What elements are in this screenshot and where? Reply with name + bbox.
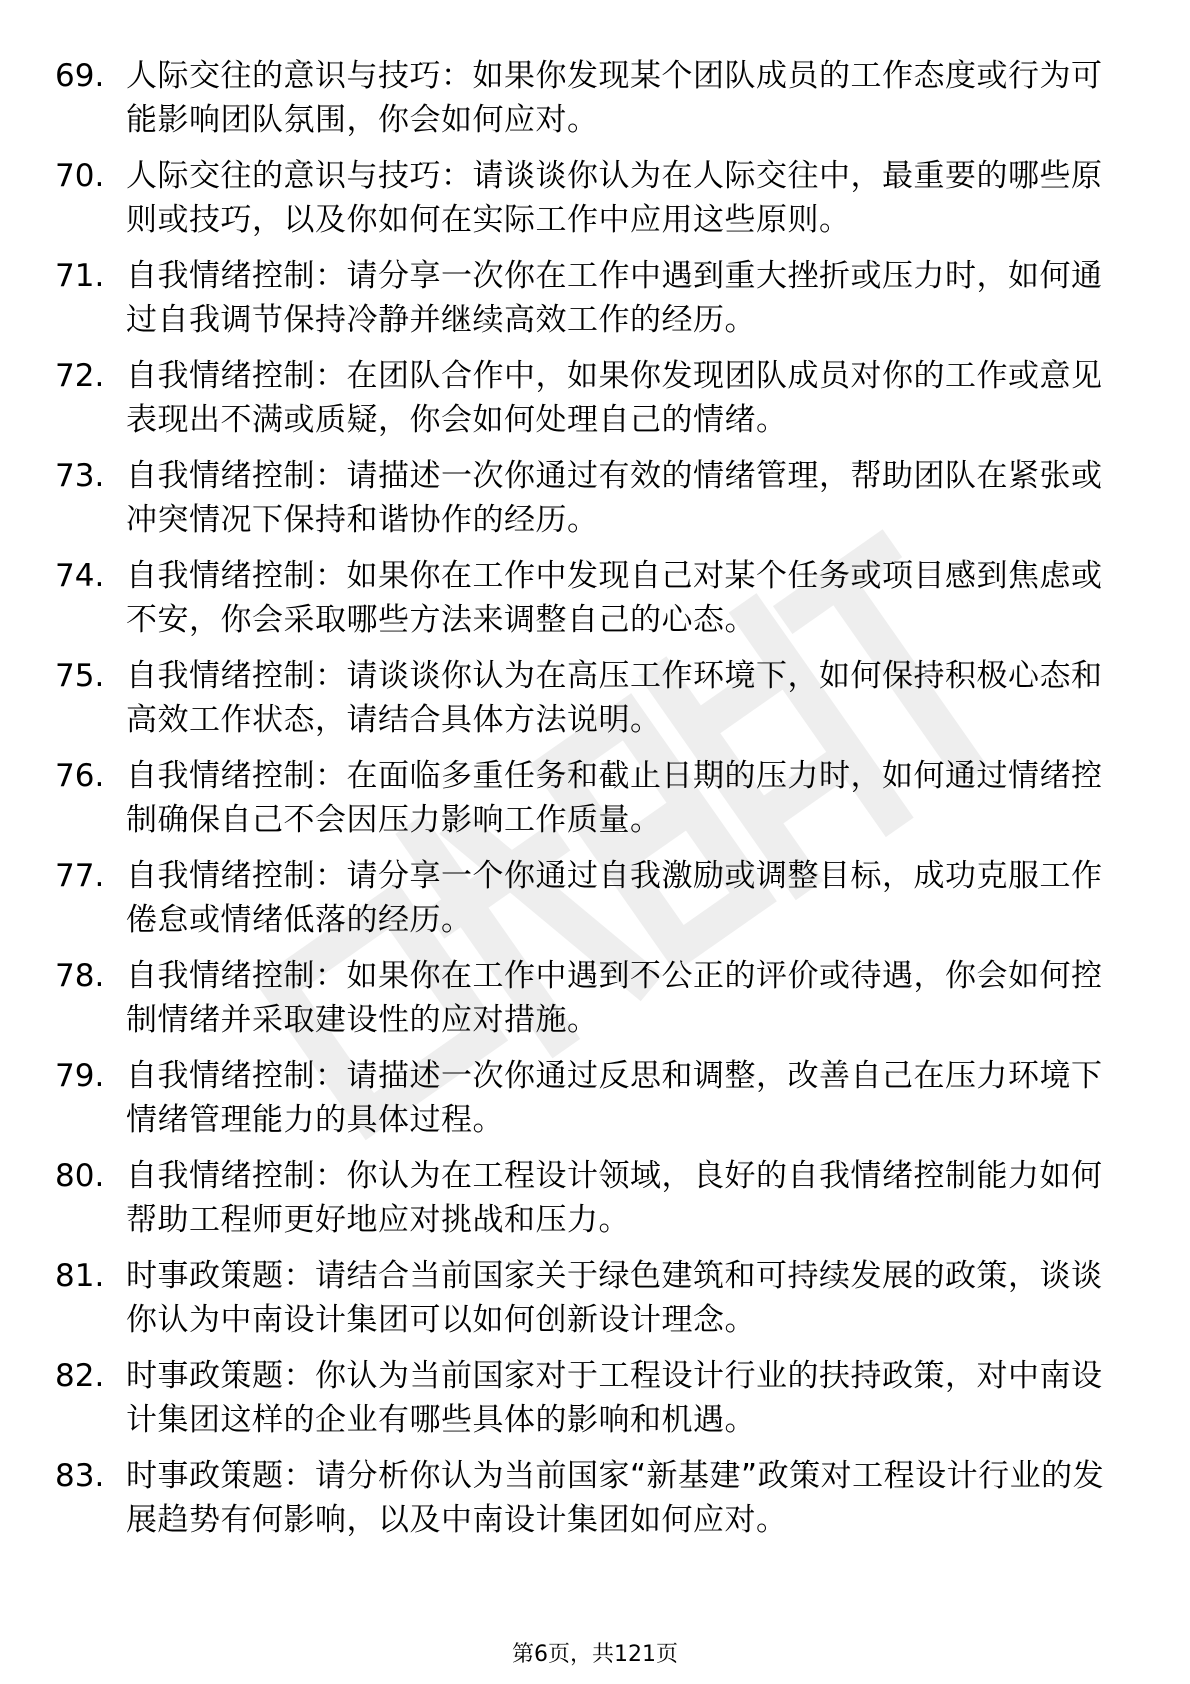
question-text: 自我情绪控制：如果你在工作中发现自己对某个任务或项目感到焦虑或不安，你会采取哪些方法来调整自己的心态。: [126, 558, 1103, 638]
question-number: 79.: [55, 1058, 105, 1094]
question-number: 80.: [55, 1158, 105, 1194]
question-text: 自我情绪控制：请分享一次你在工作中遇到重大挫折或压力时，如何通过自我调节保持冷静并继续高效工作的经历。: [126, 258, 1103, 338]
question-item: [0, 354, 1190, 454]
question-text: 时事政策题：请结合当前国家关于绿色建筑和可持续发展的政策，谈谈你认为中南设计集团可以如何创新设计理念。: [126, 1258, 1103, 1338]
question-item: [0, 1154, 1190, 1254]
question-item: [0, 1054, 1190, 1154]
question-text: 自我情绪控制：你认为在工程设计领域，良好的自我情绪控制能力如何帮助工程师更好地应对挑战和压力。: [126, 1158, 1103, 1238]
page-number-label: 第6页，共121页: [512, 1642, 678, 1667]
question-number: 77.: [55, 858, 105, 894]
question-item: [0, 1354, 1190, 1454]
question-item: [0, 754, 1190, 854]
question-number: 78.: [55, 958, 105, 994]
question-number: 71.: [55, 258, 105, 294]
question-text: 自我情绪控制：在面临多重任务和截止日期的压力时，如何通过情绪控制确保自己不会因压力影响工作质量。: [126, 758, 1103, 838]
question-number: 69.: [55, 58, 105, 94]
question-number: 76.: [55, 758, 105, 794]
question-item: [0, 554, 1190, 654]
page-footer: [0, 1640, 1190, 1670]
question-number: 73.: [55, 458, 105, 494]
question-number: 81.: [55, 1258, 105, 1294]
question-text: 时事政策题：请分析你认为当前国家“新基建”政策对工程设计行业的发展趋势有何影响，以及中南设计集团如何应对。: [126, 1458, 1105, 1538]
question-number: 83.: [55, 1458, 105, 1494]
question-number: 70.: [55, 158, 105, 194]
question-text: 时事政策题：你认为当前国家对于工程设计行业的扶持政策，对中南设计集团这样的企业有哪些具体的影响和机遇。: [126, 1358, 1103, 1438]
question-text: 自我情绪控制：请描述一次你通过有效的情绪管理，帮助团队在紧张或冲突情况下保持和谐协作的经历。: [126, 458, 1103, 538]
question-item: [0, 1254, 1190, 1354]
question-number: 72.: [55, 358, 105, 394]
question-item: [0, 54, 1190, 154]
question-number: 75.: [55, 658, 105, 694]
question-number: 82.: [55, 1358, 105, 1394]
question-text: 人际交往的意识与技巧：请谈谈你认为在人际交往中，最重要的哪些原则或技巧，以及你如何在实际工作中应用这些原则。: [126, 158, 1103, 238]
question-text: 自我情绪控制：请分享一个你通过自我激励或调整目标，成功克服工作倦怠或情绪低落的经历。: [126, 858, 1103, 938]
question-item: [0, 654, 1190, 754]
question-item: [0, 854, 1190, 954]
question-text: 自我情绪控制：请描述一次你通过反思和调整，改善自己在压力环境下情绪管理能力的具体过程。: [126, 1058, 1103, 1138]
question-item: [0, 1454, 1190, 1554]
question-list: [0, 54, 1190, 1554]
question-number: 74.: [55, 558, 105, 594]
question-item: [0, 454, 1190, 554]
question-text: 人际交往的意识与技巧：如果你发现某个团队成员的工作态度或行为可能影响团队氛围，你会如何应对。: [126, 58, 1103, 138]
question-text: 自我情绪控制：在团队合作中，如果你发现团队成员对你的工作或意见表现出不满或质疑，你会如何处理自己的情绪。: [126, 358, 1103, 438]
question-item: [0, 154, 1190, 254]
question-text: 自我情绪控制：如果你在工作中遇到不公正的评价或待遇，你会如何控制情绪并采取建设性的应对措施。: [126, 958, 1103, 1038]
question-text: 自我情绪控制：请谈谈你认为在高压工作环境下，如何保持积极心态和高效工作状态，请结合具体方法说明。: [126, 658, 1103, 738]
question-item: [0, 954, 1190, 1054]
question-item: [0, 254, 1190, 354]
